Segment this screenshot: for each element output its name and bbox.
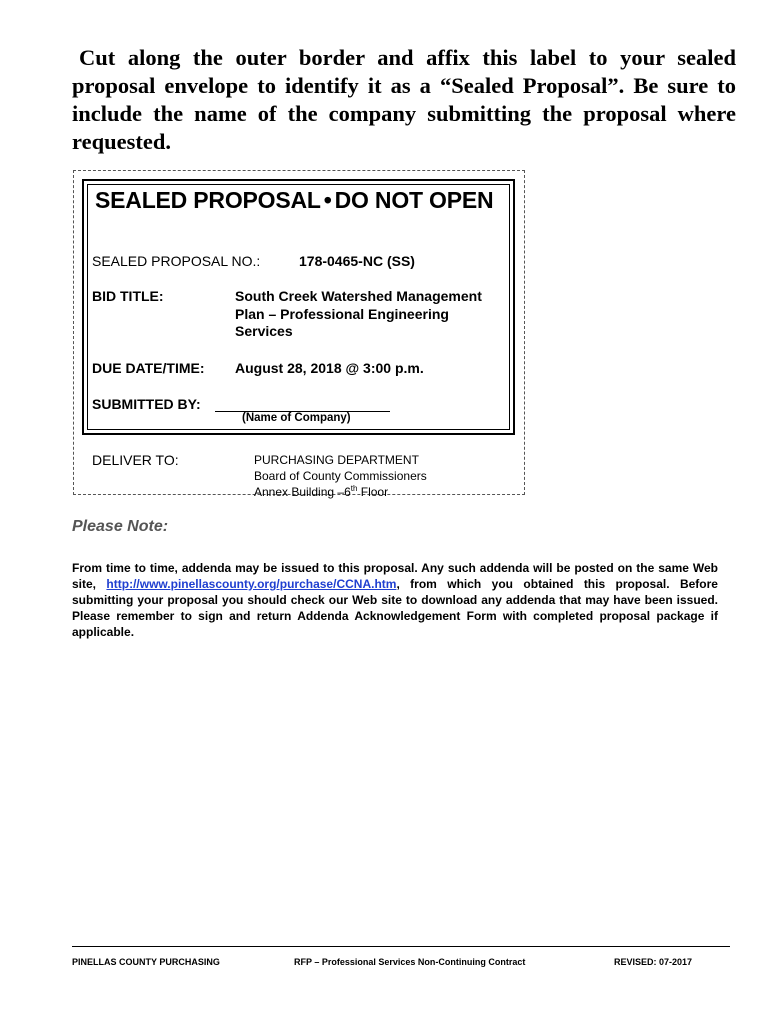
deliver-department: PURCHASING DEPARTMENT	[254, 453, 419, 467]
company-name-caption: (Name of Company)	[242, 412, 351, 424]
instructions-paragraph: Cut along the outer border and affix this label to your sealed proposal envelope to identify it as a “Sealed Proposal”. Be sure to include the name of the company submitting the proposal where requested.	[72, 45, 736, 154]
note-text-after: , from which you obtained this proposal. Before submitting your proposal you should check our Web site to download any addenda that may have been issued. Please remember to sign and return Addenda Acknowledgement Form with completed proposal package if applicable.	[72, 577, 718, 639]
footer-right: REVISED: 07-2017	[614, 957, 693, 967]
deliver-building-suffix: Floor	[357, 485, 389, 499]
bid-title-label: BID TITLE:	[92, 288, 164, 304]
bid-title-value: South Creek Watershed Management Plan – Professional Engineering Services	[235, 288, 482, 339]
note-title: Please Note:	[72, 518, 169, 535]
due-date-label: DUE DATE/TIME:	[92, 360, 205, 376]
headline-right: DO NOT OPEN	[334, 187, 494, 213]
headline-left: SEALED PROPOSAL	[95, 187, 321, 213]
due-date-value: August 28, 2018 @ 3:00 p.m.	[235, 360, 424, 376]
footer-rule	[72, 946, 730, 947]
note-paragraph	[72, 560, 718, 640]
deliver-building-prefix: Annex Building –6	[254, 485, 351, 499]
proposal-number-label: SEALED PROPOSAL NO.:	[92, 253, 261, 269]
deliver-building-sup: th	[350, 484, 358, 493]
deliver-to-label: DELIVER TO:	[92, 452, 179, 468]
footer-left: PINELLAS COUNTY PURCHASING	[72, 957, 220, 967]
deliver-building	[254, 484, 388, 499]
note-text-before: From time to time, addenda may be issued to this proposal. Any such addenda will be posted on the same Web site,	[72, 561, 718, 591]
addenda-link[interactable]: http://www.pinellascounty.org/purchase/CCNA.htm	[106, 577, 397, 591]
bullet-icon: •	[323, 187, 332, 213]
label-headline	[95, 187, 493, 214]
footer-middle: RFP – Professional Services Non-Continuing Contract	[294, 957, 526, 967]
deliver-board: Board of County Commissioners	[254, 469, 427, 483]
proposal-number-value: 178-0465-NC (SS)	[299, 253, 415, 269]
submitted-by-label: SUBMITTED BY:	[92, 396, 201, 412]
